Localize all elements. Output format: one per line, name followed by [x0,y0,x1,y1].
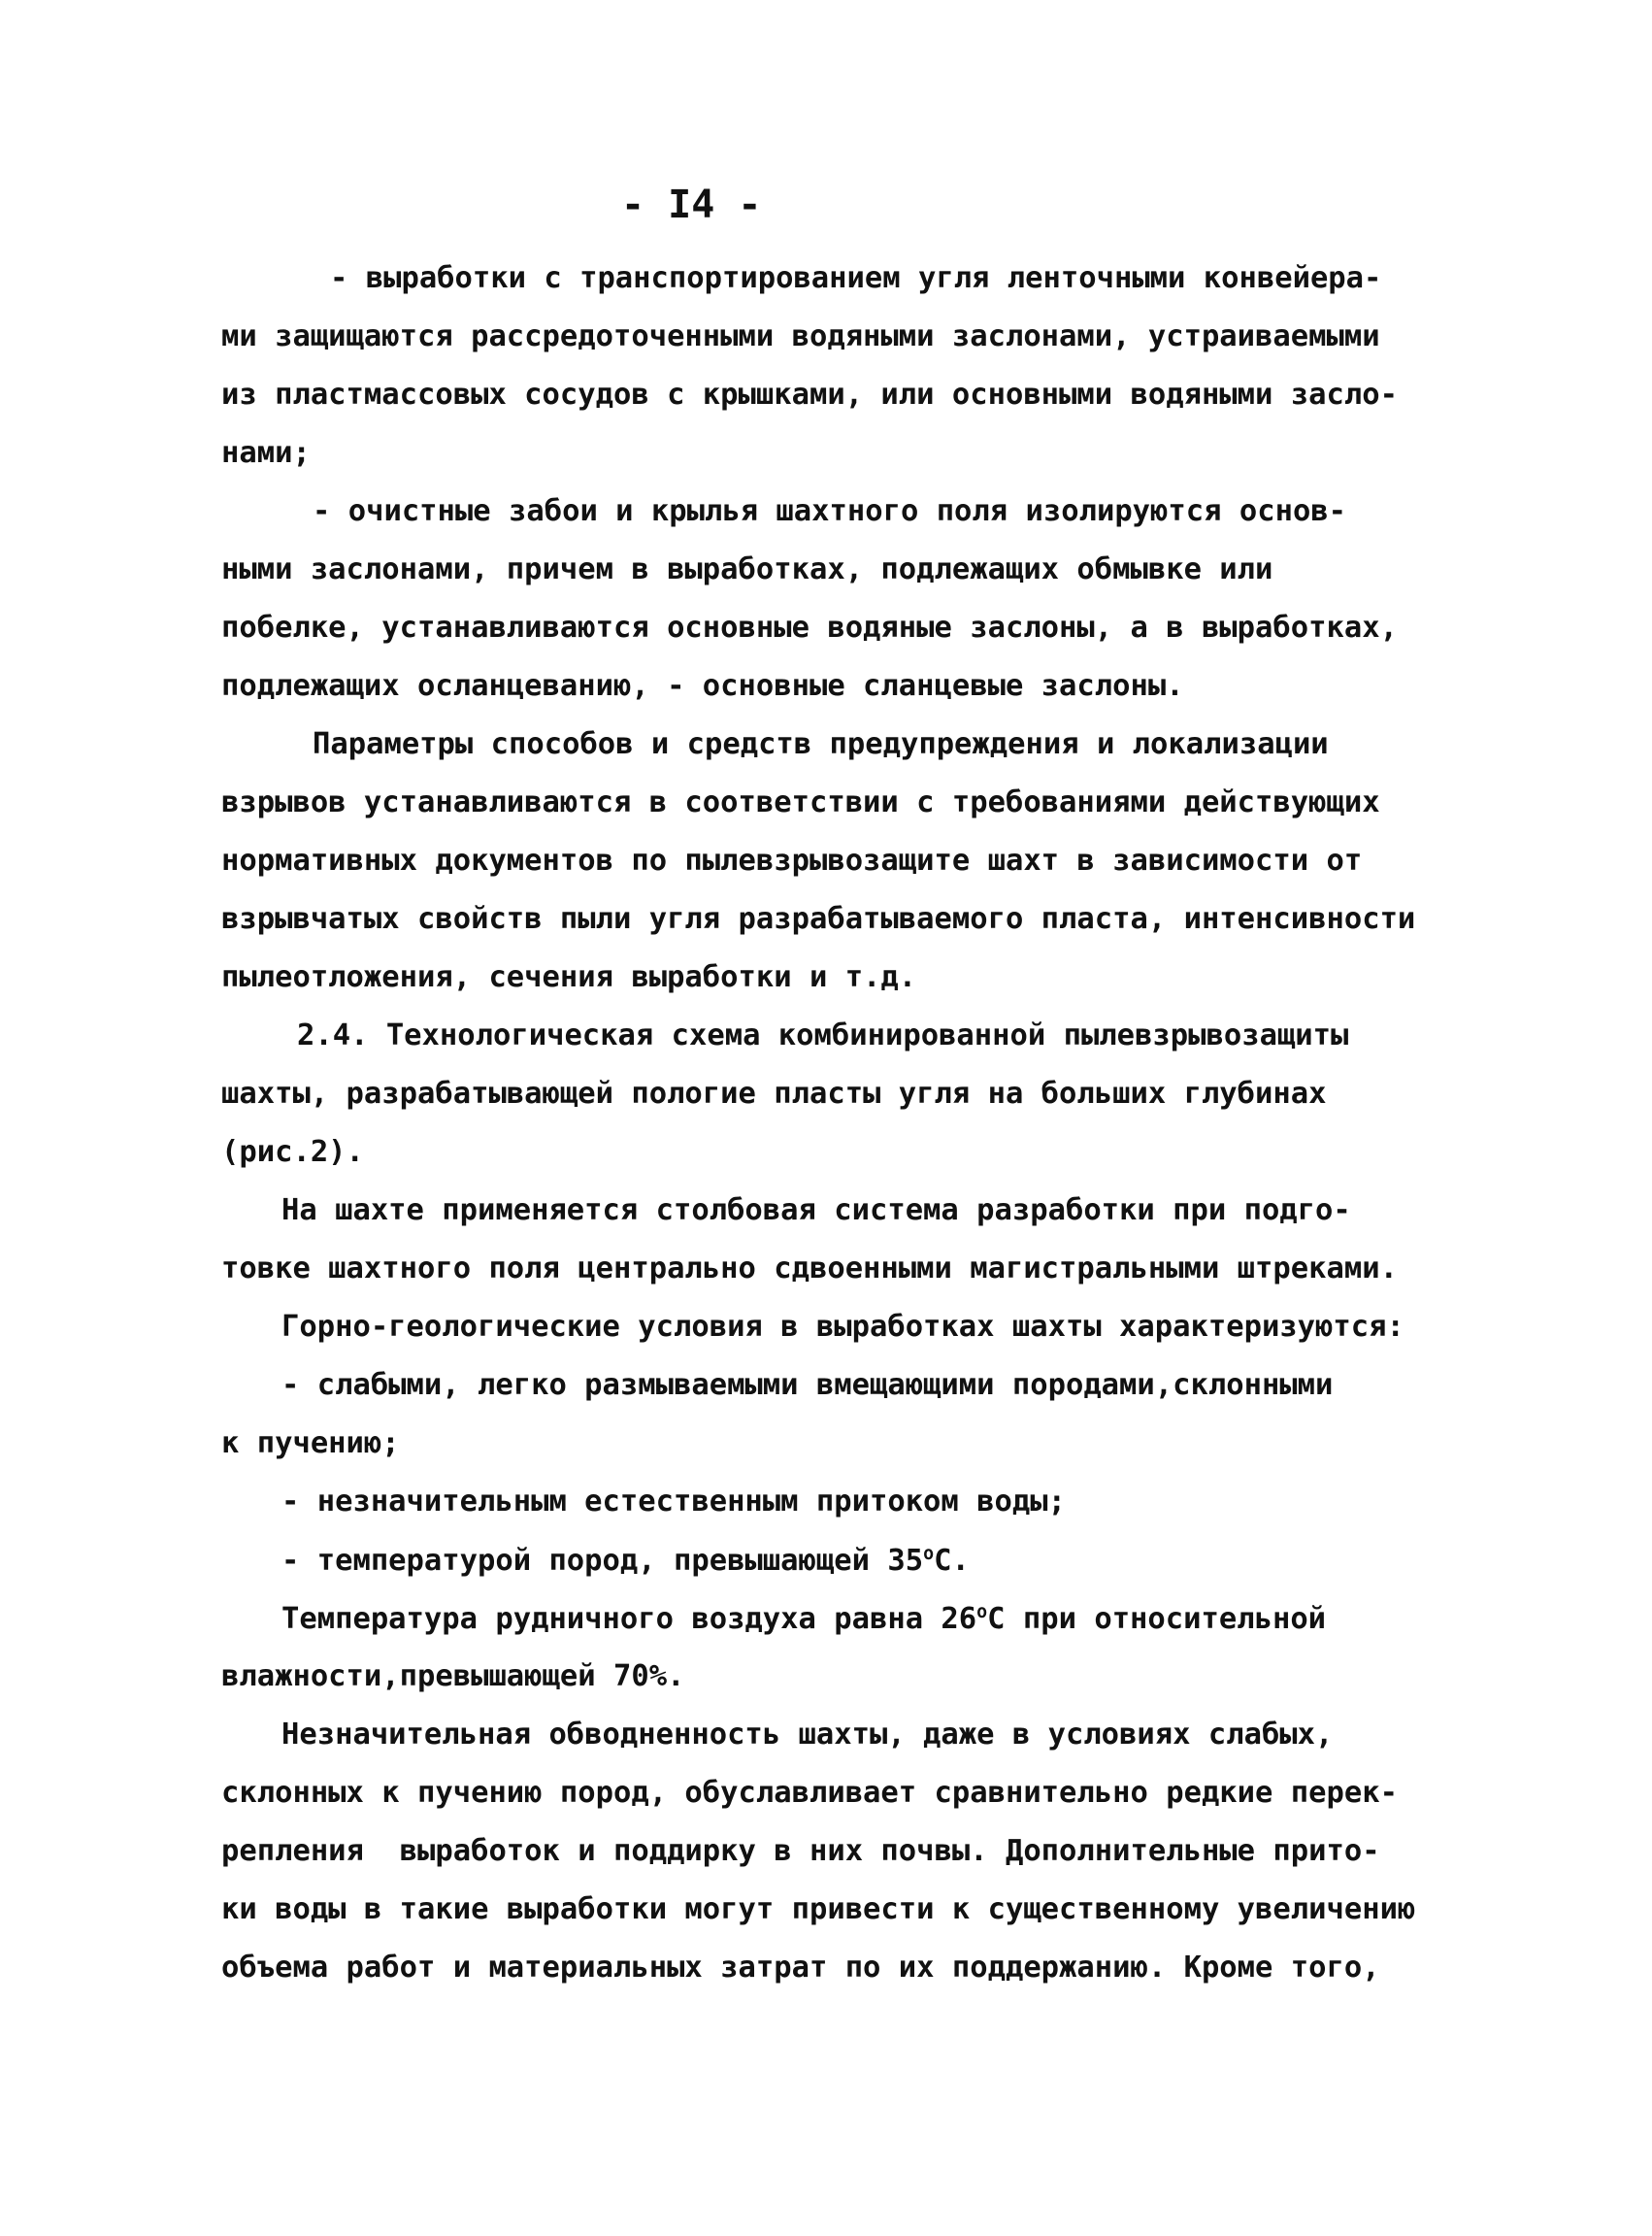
text-line: побелке, устанавливаются основные водяные заслоны, а в выработках, [221,611,1398,645]
text-line: Горно-геологические условия в выработках шахты характеризуются: [281,1310,1404,1344]
text-line: Незначительная обводненность шахты, даже в условиях слабых, [281,1718,1334,1752]
text-line: к пучению; [221,1426,400,1460]
text-line-tail: С. [934,1544,970,1579]
text-line: подлежащих осланцеванию, - основные сланцевые заслоны. [221,669,1184,703]
degree-sign: о [923,1544,935,1564]
text-line: ми защищаются рассредоточенными водяными заслонами, устраиваемыми [221,319,1380,353]
text-line-tail: С при относительной [987,1602,1327,1637]
section-heading: 2.4. Технологическая схема комбинированной пылевзрывозащиты [297,1018,1349,1052]
text-line: из пластмассовых сосудов с крышками, или основными водяными засло- [221,378,1398,412]
text-line: влажности,превышающей 70%. [221,1659,685,1693]
text-line [281,1604,1326,1635]
text-line: - слабыми, легко размываемыми вмещающими породами,склонными [281,1368,1334,1402]
text-line [281,1546,970,1577]
text-line: ки воды в такие выработки могут привести к существенному увеличению [221,1892,1416,1926]
text-line: нами; [221,436,311,470]
page-number: - I4 - [621,183,762,227]
text-line: склонных к пучению пород, обуславливает сравнительно редкие перек- [221,1776,1398,1810]
text-line: ными заслонами, причем в выработках, подлежащих обмывке или [221,552,1273,586]
text-line: - незначительным естественным притоком воды; [281,1485,1066,1518]
text-line: - очистные забои и крылья шахтного поля изолируются основ- [313,494,1347,528]
text-line: взрывов устанавливаются в соответствии с требованиями действующих [221,785,1380,819]
text-line: На шахте применяется столбовая система разработки при подго- [281,1193,1351,1227]
text-line: объема работ и материальных затрат по их поддержанию. Кроме того, [221,1951,1380,1985]
text-line-main: - температурой пород, превышающей 35 [281,1544,924,1579]
text-line: репления выработок и поддирку в них почвы. Дополнительные прито- [221,1834,1380,1868]
text-line: шахты, разрабатывающей пологие пласты угля на больших глубинах [221,1077,1327,1111]
text-line: Параметры способов и средств предупреждения и локализации [313,727,1329,761]
text-line: нормативных документов по пылевзрывозащите шахт в зависимости от [221,844,1363,878]
text-line: пылеотложения, сечения выработки и т.д. [221,960,917,994]
text-line: (рис.2). [221,1135,364,1169]
text-line: взрывчатых свойств пыли угля разрабатываемого пласта, интенсивности [221,902,1416,936]
degree-sign: о [976,1602,988,1622]
text-line-main: Температура рудничного воздуха равна 26 [281,1602,977,1637]
text-line: - выработки с транспортированием угля ленточными конвейера- [330,261,1382,295]
text-line: товке шахтного поля центрально сдвоенными магистральными штреками. [221,1251,1398,1285]
